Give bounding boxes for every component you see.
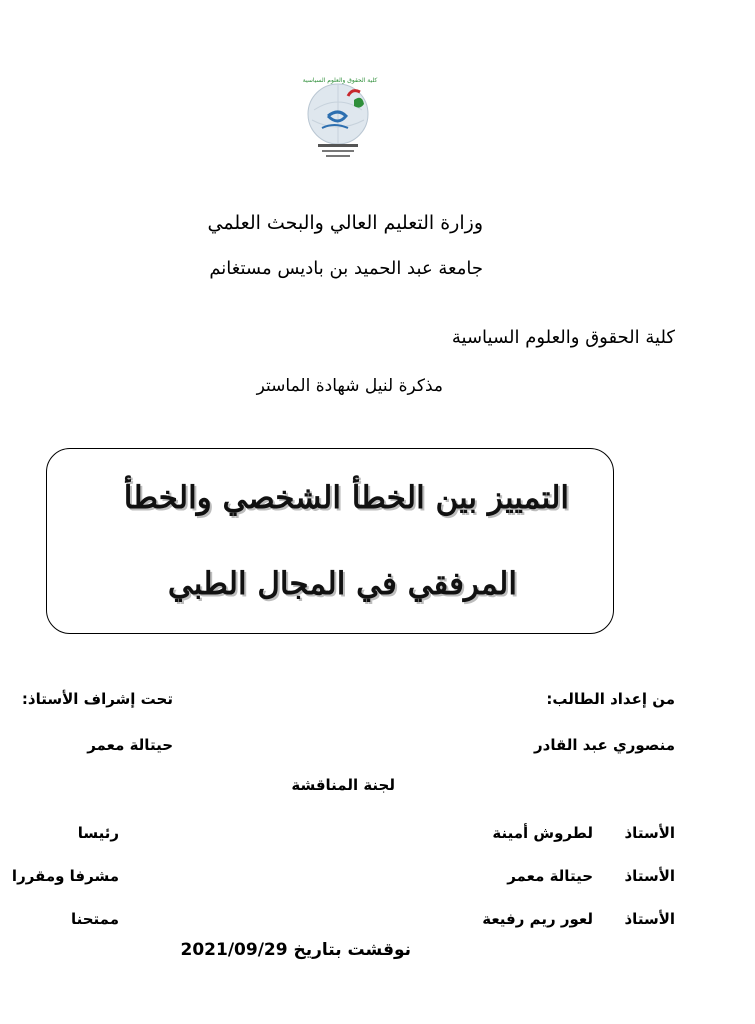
ministry-name: وزارة التعليم العالي والبحث العلمي: [207, 212, 483, 234]
member-name: لطروش أمينة: [492, 824, 593, 842]
degree-label: مذكرة لنيل شهادة الماستر: [256, 376, 443, 396]
member-role: رئيسا: [77, 824, 119, 842]
member-role: ممتحنا: [70, 910, 119, 928]
member-name: حيتالة معمر: [507, 867, 593, 885]
member-title: الأستاذ: [624, 824, 675, 842]
student-label: من إعداد الطالب:: [546, 690, 675, 708]
member-role: مشرفا ومقررا: [11, 867, 119, 885]
thesis-title-line-2: المرفقي في المجال الطبي: [167, 566, 517, 602]
supervisor-name: حيتالة معمر: [87, 736, 173, 754]
member-title: الأستاذ: [624, 910, 675, 928]
thesis-title-line-1: التمييز بين الخطأ الشخصي والخطأ: [123, 480, 569, 516]
svg-text:كلية الحقوق والعلوم السياسية: كلية الحقوق والعلوم السياسية: [302, 77, 378, 84]
supervisor-label: تحت إشراف الأستاذ:: [21, 690, 173, 708]
university-logo: [292, 70, 388, 166]
title-frame: [46, 448, 614, 634]
member-title: الأستاذ: [624, 867, 675, 885]
faculty-name: كلية الحقوق والعلوم السياسية: [451, 327, 675, 348]
member-name: لعور ريم رفيعة: [482, 910, 593, 928]
committee-heading: لجنة المناقشة: [291, 776, 395, 794]
defense-date: نوقشت بتاريخ 2021/09/29: [180, 940, 411, 960]
university-name: جامعة عبد الحميد بن باديس مستغانم: [209, 258, 483, 279]
student-name: منصوري عبد القادر: [534, 736, 675, 754]
